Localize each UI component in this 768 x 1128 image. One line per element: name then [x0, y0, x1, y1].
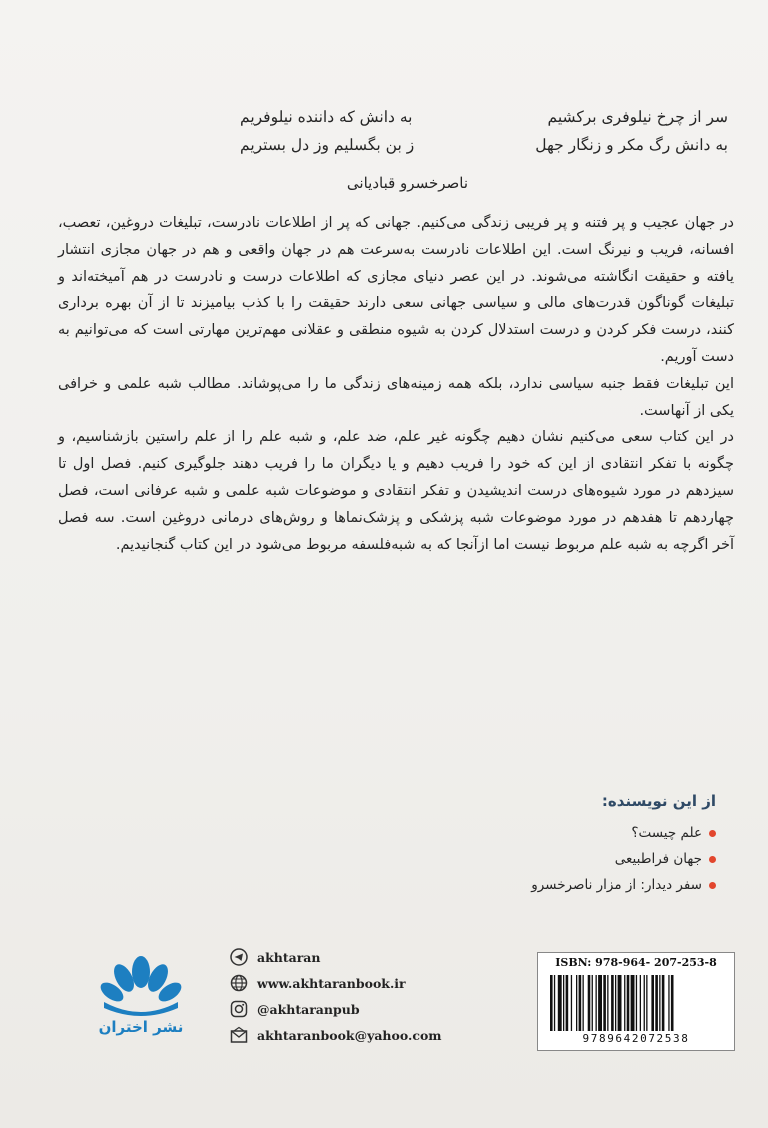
contact-instagram: [230, 997, 490, 1021]
poem-line: [240, 136, 728, 164]
telegram-icon: [230, 948, 248, 966]
book-title: جهان فراطبیعی: [614, 851, 702, 867]
author-books-heading: از این نویسنده:: [601, 792, 716, 810]
blurb-paragraph: در این کتاب سعی می‌کنیم نشان دهیم چگونه غیر علم، ضد علم، و شبه علم را از علم راستین بازشناسیم، و چگونه با تفکر انتقادی از این که خود را فریب دهیم و یا دیگران ما را فریب دهند جلوگیری کنیم. فصل اول تا سیزدهم در مورد شیوه‌های درست اندیشیدن و تفکر انتقادی و موضوعات شبه علمی و شبه عرفانی است، فصل چهاردهم تا هفدهم در مورد موضوعات شبه پزشکی و پزشک‌نماها و روش‌های درمانی دروغین است. سه فصل آخر اگرچه به شبه علم مربوط نیست اما ازآنجا که به شبه‌فلسفه مربوط می‌شود در این کتاب گنجانیدیم.: [58, 429, 734, 553]
book-title: سفر دیدار: از مزار ناصرخسرو: [531, 877, 702, 893]
isbn-digits: 9789642072538: [582, 1032, 690, 1045]
poet-name: ناصرخسرو قبادیانی: [346, 174, 468, 192]
contact-email: [230, 1023, 490, 1047]
author-books-list: [416, 820, 716, 898]
isbn-block: [537, 952, 735, 1051]
email-icon: [230, 1026, 248, 1044]
globe-icon: [230, 974, 248, 992]
list-item: [416, 872, 716, 898]
list-item: [416, 820, 716, 846]
blurb-paragraph: در جهان عجیب و پر فتنه و پر فریبی زندگی می‌کنیم. جهانی که پر از اطلاعات نادرست، تبلیغات دروغین، تعصب، افسانه، فریب و نیرنگ است. این اطلاعات نادرست به‌سرعت هم در جهان واقعی و هم در جهان مجازی انتشار یافته و حقیقت انگاشته می‌شوند. در این عصر دنیای مجازی که اطلاعات درست و نادرست در هم آمیخته‌اند و تبلیغات گوناگون قدرت‌های مالی و سیاسی جهانی سعی دارند حقیقت را با کذب بیامیزند تا از آن بهره برداری کنند، درست فکر کردن و درست استدلال کردن به شیوه منطقی و عقلانی مهم‌ترین مهارتی است که می‌توانیم به دست آوریم.: [58, 215, 734, 365]
poem: [240, 108, 728, 164]
bullet-icon: [709, 856, 716, 863]
book-title: علم چیست؟: [631, 825, 702, 841]
bullet-icon: [709, 830, 716, 837]
telegram-handle: akhtaran: [257, 949, 321, 965]
poem-hemistich: ز بن بگسلیم وز دل بستریم: [240, 136, 415, 154]
poem-hemistich: به دانش که داننده نیلوفریم: [240, 108, 413, 126]
contact-telegram: [230, 945, 490, 969]
instagram-handle: @akhtaranpub: [257, 1001, 360, 1017]
barcode-icon: [550, 975, 722, 1031]
contact-website: [230, 971, 490, 995]
website-url: www.akhtaranbook.ir: [257, 975, 406, 991]
contact-list: [230, 945, 490, 1049]
poem-hemistich: سر از چرخ نیلوفری برکشیم: [547, 108, 728, 126]
email-address: akhtaranbook@yahoo.com: [257, 1027, 442, 1043]
list-item: [416, 846, 716, 872]
author-books: [416, 792, 716, 898]
poem-hemistich: به دانش رگ مکر و زنگار جهل: [535, 136, 728, 154]
isbn-label: ISBN: 978-964- 207-253-8: [555, 956, 717, 969]
publisher-name: نشر اختران: [98, 1018, 184, 1036]
blurb: [58, 210, 734, 558]
blurb-paragraph: این تبلیغات فقط جنبه سیاسی ندارد، بلکه همه زمینه‌های زندگی ما را می‌پوشاند. مطالب شبه علمی و خرافی یکی از آنهاست.: [58, 375, 734, 419]
bullet-icon: [709, 882, 716, 889]
poem-line: [240, 108, 728, 136]
instagram-icon: [230, 1000, 248, 1018]
